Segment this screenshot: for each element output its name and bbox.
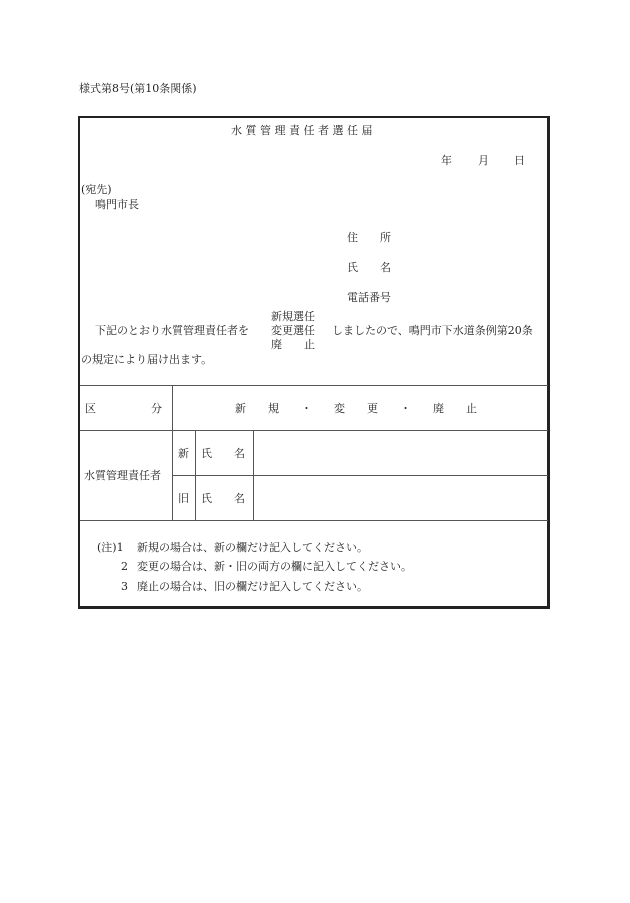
note-text-3: 廃止の場合は、旧の欄だけ記入してください。	[137, 580, 368, 593]
statement-line2: の規定により届け出ます。	[81, 353, 213, 366]
divider	[80, 520, 548, 521]
option-change[interactable]: 変更選任	[271, 324, 315, 337]
form-number: 様式第8号(第10条関係)	[79, 82, 197, 95]
row-old-type: 旧	[178, 492, 189, 505]
note-marker-3: 3	[121, 580, 128, 593]
new-name-input[interactable]	[254, 431, 548, 475]
note-text-1: 新規の場合は、新の欄だけ記入してください。	[137, 541, 368, 554]
divider	[80, 385, 548, 386]
category-options[interactable]: 新 規 ・ 変 更 ・ 廃 止	[235, 402, 477, 415]
address-label: 住 所	[347, 231, 391, 244]
row-old-field: 氏 名	[201, 492, 245, 505]
note-text-2: 変更の場合は、新・旧の両方の欄に記入してください。	[137, 560, 412, 573]
statement-suffix: しましたので、鳴門市下水道条例第20条	[332, 324, 533, 337]
divider	[195, 430, 196, 520]
option-abolish[interactable]: 廃 止	[271, 338, 315, 351]
old-name-input[interactable]	[254, 476, 548, 520]
form-title: 水 質 管 理 責 任 者 選 任 届	[231, 124, 373, 137]
category-label: 区 分	[85, 402, 162, 415]
manager-label: 水質管理責任者	[84, 469, 161, 482]
option-new[interactable]: 新規選任	[271, 310, 315, 323]
divider	[172, 385, 173, 520]
addressee-name: 鳴門市長	[95, 198, 139, 211]
row-new-field: 氏 名	[201, 447, 245, 460]
note-marker-2: 2	[121, 560, 128, 573]
note-marker-1: (注)1	[97, 541, 124, 554]
date-day[interactable]: 日	[514, 154, 525, 167]
phone-label: 電話番号	[347, 291, 391, 304]
date-year[interactable]: 年	[441, 154, 452, 167]
addressee-label: (宛先)	[81, 183, 112, 196]
row-new-type: 新	[178, 447, 189, 460]
date-month[interactable]: 月	[478, 154, 489, 167]
statement-prefix: 下記のとおり水質管理責任者を	[95, 324, 249, 337]
name-label: 氏 名	[347, 261, 391, 274]
